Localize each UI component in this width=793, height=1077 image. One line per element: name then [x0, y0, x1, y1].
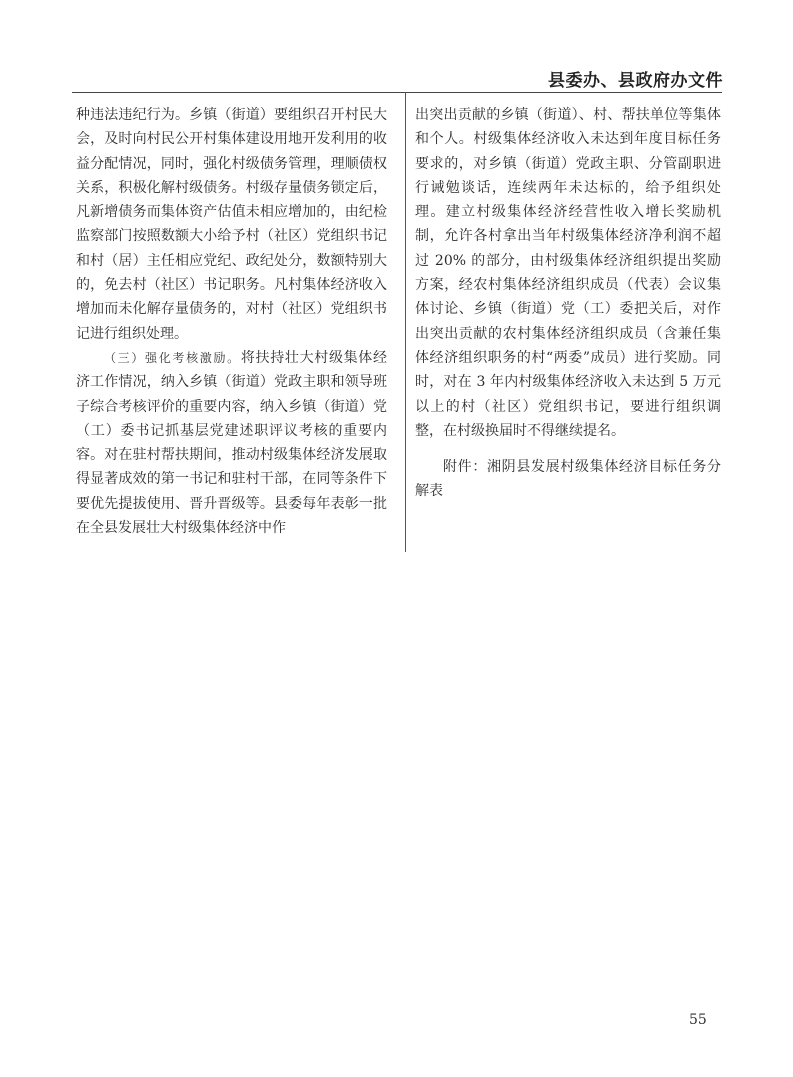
section-heading: （三）强化考核激励。 — [104, 350, 241, 365]
document-header-title: 县委办、县政府办文件 — [548, 71, 723, 91]
left-paragraph-continuation: 种违法违纪行为。乡镇（街道）要组织召开村民大会，及时向村民公开村集体建设用地开发利用的收益分配情况，同时，强化村级债务管理，理顺债权关系，积极化解村级债务。村级存量债务锁定后，凡新增债务而集体资产估值未相应增加的，由纪检监察部门按照数额大小给予村（社区）党组织书记和村（居）主任相应党纪、政纪处分，数额特别大的，免去村（社区）书记职务。凡村集体经济收入增加而未化解存量债务的，对村（社区）党组织书记进行组织处理。 — [76, 107, 387, 342]
page-number: 55 — [689, 1012, 707, 1028]
section-three-paragraph — [76, 346, 387, 540]
header-rule — [72, 92, 722, 93]
section-body: 将扶持壮大村级集体经济工作情况，纳入乡镇（街道）党政主职和领导班子综合考核评价的重要内容，纳入乡镇（街道）党（工）委书记抓基层党建述职评议考核的重要内容。对在驻村帮扶期间，推动村级集体经济发展取得显著成效的第一书记和驻村干部，在同等条件下要优先提拔使用、晋升晋级等。县委每年表彰一批在全县发展壮大村级集体经济中作 — [76, 349, 387, 537]
right-paragraph-continuation: 出突出贡献的乡镇（街道）、村、帮扶单位等集体和个人。村级集体经济收入未达到年度目标任务要求的，对乡镇（街道）党政主职、分管副职进行诫勉谈话，连续两年未达标的，给予组织处理。建立村级集体经济经营性收入增长奖励机制，允许各村拿出当年村级集体经济净利润不超过 20% 的部分，由村级集体经济组织提出奖励方案，经农村集体经济组织成员（代表）会议集体讨论、乡镇（街道）党（工）委把关后，对作出突出贡献的农村集体经济组织成员（含兼任集体经济组织职务的村“两委”成员）进行奖励。同时，对在 3 年内村级集体经济收入未达到 5 万元以上的村（社区）党组织书记，要进行组织调整，在村级换届时不得继续提名。 — [415, 107, 721, 439]
column-divider — [405, 92, 406, 552]
right-column — [415, 103, 721, 504]
left-column — [76, 103, 387, 540]
attachment-note: 附件：湘阴县发展村级集体经济目标任务分解表 — [415, 459, 721, 500]
